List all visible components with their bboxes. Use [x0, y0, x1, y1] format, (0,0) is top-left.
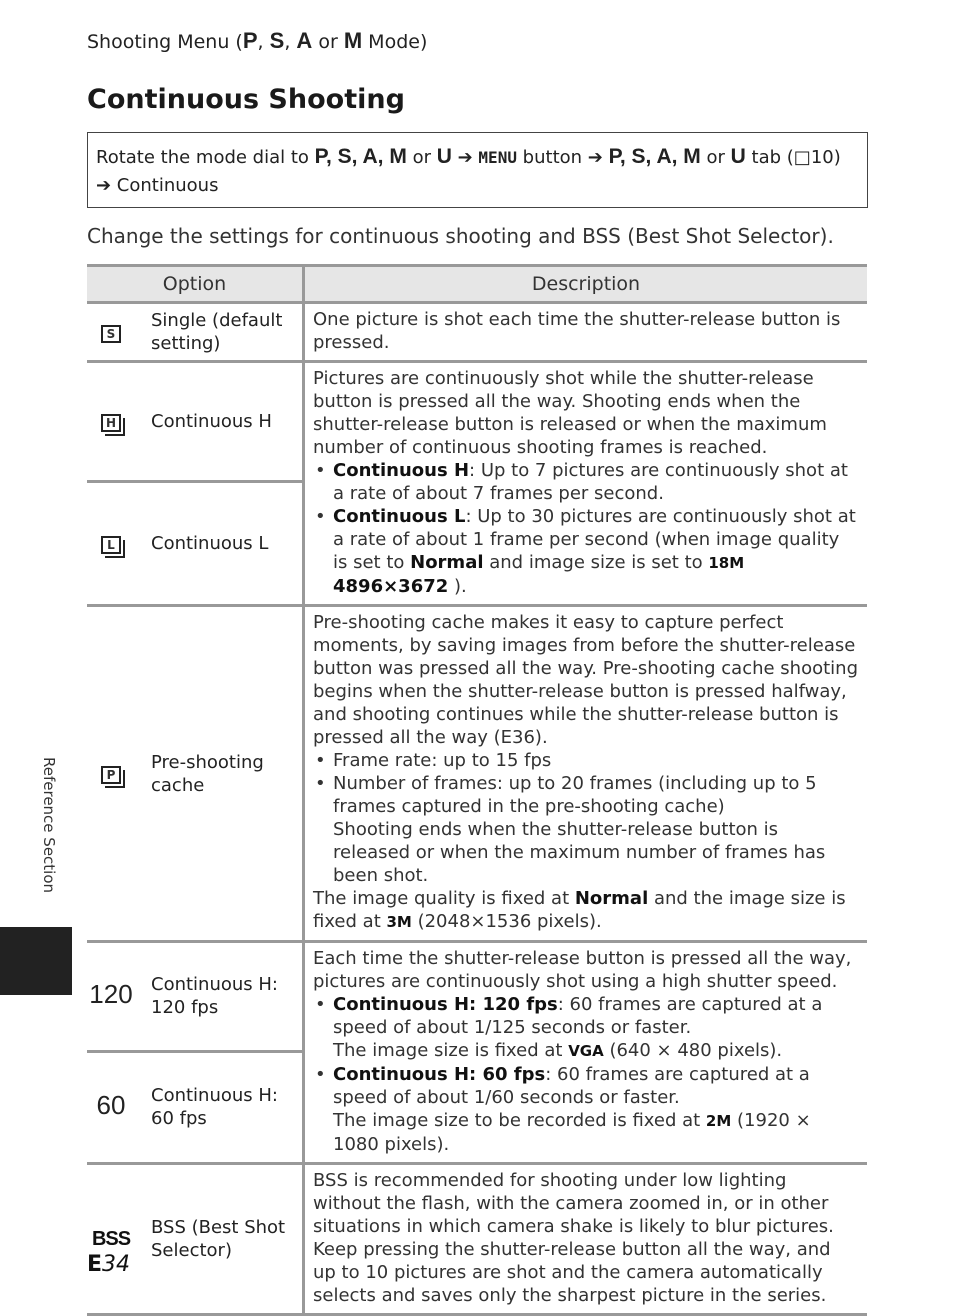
list-item	[313, 505, 859, 598]
bullet-text: (1920 × 1080 pixels).	[333, 1110, 811, 1155]
page-ref-icon: □	[793, 147, 811, 168]
fps-60-icon: 60	[96, 1090, 126, 1121]
mode-m-icon: M	[343, 28, 363, 53]
column-header-description: Description	[304, 266, 868, 303]
bullet-list	[313, 749, 859, 887]
mode-icons: P, S, A, M	[608, 145, 701, 168]
image-size-3m-icon: 3M	[386, 913, 412, 931]
list-item	[313, 993, 859, 1063]
list-item	[313, 1063, 859, 1156]
pre-shooting-cache-icon: P	[101, 766, 121, 784]
description-text: and the image size is fixed at	[313, 888, 846, 932]
table-row-single	[87, 303, 867, 362]
menu-path-text: button ➔	[516, 147, 609, 168]
bullet-text: and image size is set to	[483, 552, 709, 573]
bullet-continuation	[333, 1039, 859, 1063]
mode-u-icon: U	[436, 145, 452, 168]
bullet-list	[313, 993, 859, 1156]
bullet-text: (640 × 480 pixels).	[603, 1040, 783, 1061]
list-item	[313, 772, 859, 887]
table-row-continuous-h	[87, 362, 867, 482]
table-row-bss	[87, 1164, 867, 1315]
list-item	[313, 459, 859, 505]
option-name: Continuous H: 60 fps	[135, 1051, 304, 1163]
options-table	[87, 264, 867, 1316]
mode-icons: P, S, A, M	[314, 145, 407, 168]
bullet-label: Continuous H: 60 fps	[333, 1064, 546, 1085]
bullet-label: Continuous H	[333, 460, 470, 481]
menu-path-text: tab (	[745, 147, 794, 168]
bullet-text: The image size is fixed at	[333, 1040, 569, 1061]
continuous-h-icon: H	[101, 414, 121, 432]
mode-p-icon: P	[242, 28, 258, 53]
menu-path-text: or	[406, 147, 437, 168]
table-row-continuous-h-120	[87, 942, 867, 1052]
option-name: Pre-shooting cache	[135, 606, 304, 942]
bullet-text: : 60 frames are captured at a speed of about 1/60 seconds or faster.	[333, 1064, 810, 1108]
option-description	[304, 362, 868, 606]
menu-path-box	[87, 132, 868, 208]
description-text: Pre-shooting cache makes it easy to capture perfect moments, by saving images from before the shutter-release button was pressed all the way. Pre-shooting cache shooting begins when the shutter-release button is pressed halfway, and shooting continues while the shutter-release button is pressed all the way (	[313, 612, 858, 748]
bullet-list	[313, 459, 859, 598]
continuous-l-icon: L	[101, 536, 121, 554]
list-item: • Frame rate: up to 15 fps	[313, 749, 859, 772]
bullet-continuation	[333, 1109, 859, 1156]
option-description	[304, 942, 868, 1164]
description-text: Pictures are continuously shot while the shutter-release button is pressed all the way. Shooting ends when the shutter-release button is released or when the maximum number of continuous shooting frames is reached.	[313, 368, 827, 458]
page-title: Continuous Shooting	[87, 84, 405, 115]
running-header	[87, 28, 427, 54]
bullet-label: Continuous H: 120 fps	[333, 994, 558, 1015]
menu-path-text: or	[700, 147, 731, 168]
page-ref-number: 10)	[810, 147, 841, 168]
menu-button-icon: MENU	[478, 148, 517, 167]
header-sep: ,	[284, 31, 297, 53]
image-size-vga-icon: VGA	[568, 1042, 604, 1060]
header-text: Shooting Menu (	[87, 31, 243, 53]
bullet-text: Number of frames: up to 20 frames (including up to 5 frames captured in the pre-shooting cache)	[333, 773, 817, 817]
page-number	[87, 1252, 130, 1277]
description-text: Each time the shutter-release button is pressed all the way, pictures are continuously shot using a high shutter speed.	[313, 948, 852, 992]
bullet-text: ).	[448, 576, 467, 597]
option-description	[304, 606, 868, 942]
menu-path-line-2: ➔ Continuous	[96, 175, 219, 196]
table-row-pre-shooting-cache	[87, 606, 867, 942]
column-header-option: Option	[87, 266, 304, 303]
header-or: or	[312, 31, 344, 53]
image-size-2m-169-icon: 2M	[705, 1112, 732, 1130]
section-tab-marker	[0, 927, 72, 995]
icon-cell	[87, 606, 135, 942]
description-text: (2048×1536 pixels).	[411, 911, 602, 932]
image-size-18m-icon: 18M	[708, 554, 745, 572]
option-description: One picture is shot each time the shutter-release button is pressed.	[304, 303, 868, 362]
bullet-emphasis: Normal	[410, 552, 484, 573]
fps-120-icon: 120	[89, 979, 133, 1010]
single-shot-icon: S	[101, 325, 121, 343]
icon-cell	[87, 303, 135, 362]
intro-text: Change the settings for continuous shooting and BSS (Best Shot Selector).	[87, 224, 834, 248]
icon-cell	[87, 481, 135, 605]
option-description: BSS is recommended for shooting under low lighting without the flash, with the camera zoomed in, or in other situations in which camera shake is likely to blur pictures. Keep pressing the shutter-release button all the way, and up to 10 pictures are shot and the camera automatically selects and saves only the sharpest picture in the series.	[304, 1164, 868, 1315]
mode-s-icon: S	[269, 28, 285, 53]
bullet-text: : 60 frames are captured at a speed of about 1/125 seconds or faster.	[333, 994, 823, 1038]
arrow-icon: ➔	[451, 147, 479, 168]
bullet-text: : Up to 30 pictures are continuously shot at a rate of about 1 frame per second (when image quality is set to	[333, 506, 856, 573]
header-sep: ,	[257, 31, 270, 53]
bullet-emphasis: 4896×3672	[333, 576, 449, 597]
bss-icon: BSS	[91, 1227, 131, 1250]
bullet-continuation: Shooting ends when the shutter-release button is released or when the maximum number of frames has been shot.	[333, 819, 826, 886]
section-tab-label: Reference Section	[40, 757, 58, 894]
icon-cell	[87, 1164, 135, 1315]
table-header-row	[87, 266, 867, 303]
option-name: Continuous H	[135, 362, 304, 482]
menu-path-text: Rotate the mode dial to	[96, 147, 315, 168]
option-name: Continuous H: 120 fps	[135, 942, 304, 1052]
option-name: Single (default setting)	[135, 303, 304, 362]
menu-path-line-1	[96, 143, 859, 172]
header-text: Mode)	[362, 31, 428, 53]
icon-cell	[87, 1051, 135, 1163]
description-emphasis: Normal	[574, 888, 649, 909]
bullet-text: The image size to be recorded is fixed at	[333, 1110, 706, 1131]
bullet-label: Continuous L	[333, 506, 466, 527]
icon-cell	[87, 942, 135, 1052]
page-reference: E36).	[500, 727, 548, 748]
icon-cell	[87, 362, 135, 482]
option-name: Continuous L	[135, 481, 304, 605]
description-text: The image quality is fixed at	[313, 888, 575, 909]
bullet-text: : Up to 7 pictures are continuously shot at a rate of about 7 frames per second.	[333, 460, 848, 504]
mode-u-icon: U	[730, 145, 746, 168]
option-name: BSS (Best Shot Selector)	[135, 1164, 304, 1315]
mode-a-icon: A	[296, 28, 313, 53]
reference-e-icon: E	[87, 1252, 103, 1277]
page-number-value: 34	[102, 1252, 131, 1277]
